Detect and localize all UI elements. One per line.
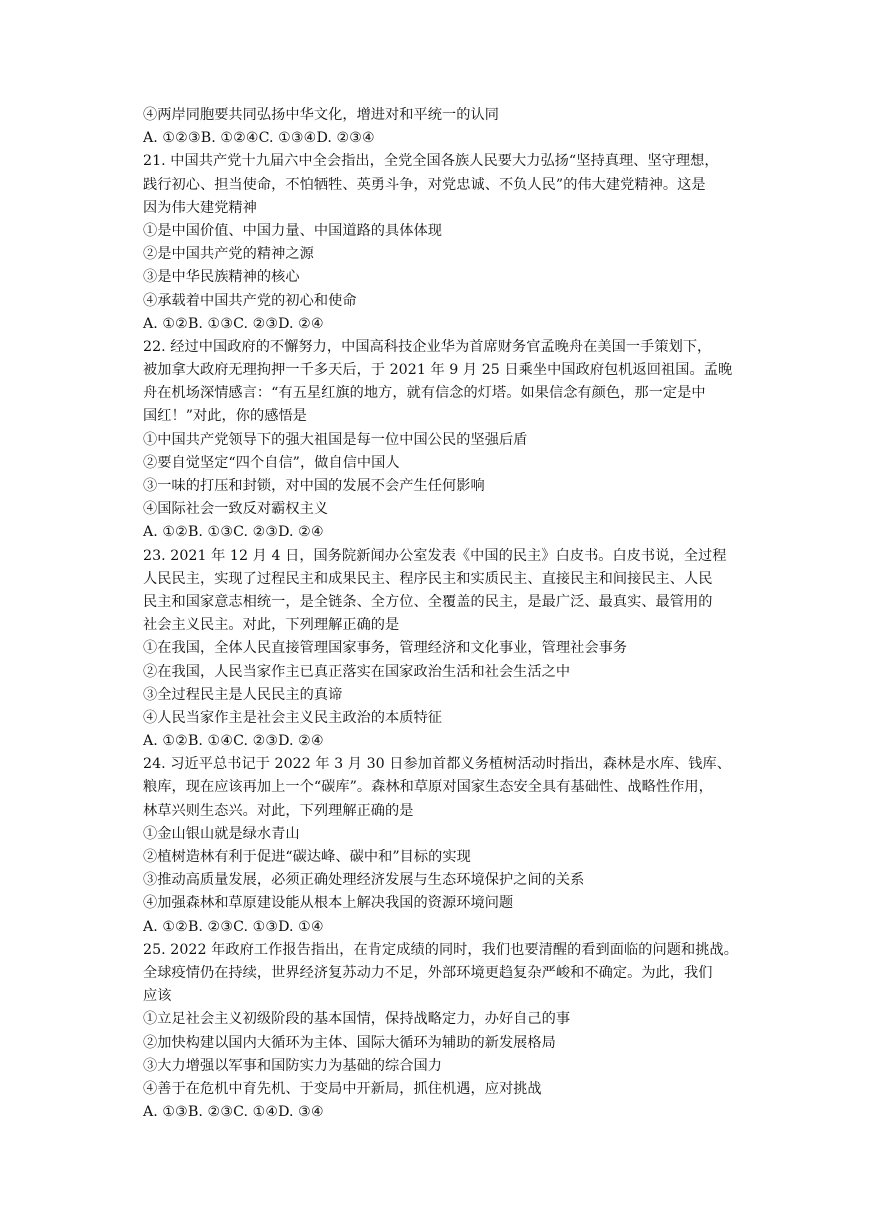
text-line: 粮库，现在应该再加上一个“碳库”。森林和草原对国家生态安全具有基础性、战略性作用， bbox=[143, 779, 713, 796]
text-line: 国红！”对此，你的感悟是 bbox=[143, 408, 307, 425]
text-line: A. ①②B. ①③C. ②③D. ②④ bbox=[143, 315, 324, 332]
text-line: 人民民主，实现了过程民主和成果民主、程序民主和实质民主、直接民主和间接民主、人民 bbox=[143, 570, 713, 587]
text-line: ②在我国，人民当家作主已真正落实在国家政治生活和社会生活之中 bbox=[143, 663, 571, 680]
text-line: 应该 bbox=[143, 988, 172, 1005]
text-line: ②加快构建以国内大循环为主体、国际大循环为辅助的新发展格局 bbox=[143, 1034, 556, 1051]
text-line: ③是中华民族精神的核心 bbox=[143, 269, 300, 286]
text-line: 因为伟大建党精神 bbox=[143, 199, 257, 216]
text-line: 25. 2022 年政府工作报告指出，在肯定成绩的同时，我们也要清醒的看到面临的问题和挑战。 bbox=[143, 941, 738, 958]
text-line: 林草兴则生态兴。对此，下列理解正确的是 bbox=[143, 802, 414, 819]
text-line: A. ①②B. ①④C. ②③D. ②④ bbox=[143, 733, 324, 750]
text-line: ②要自觉坚定“四个自信”，做自信中国人 bbox=[143, 454, 400, 471]
text-line: 民主和国家意志相统一，是全链条、全方位、全覆盖的民主，是最广泛、最真实、最管用的 bbox=[143, 593, 713, 610]
text-line: ①在我国，全体人民直接管理国家事务，管理经济和文化事业，管理社会事务 bbox=[143, 640, 628, 657]
text-line: ①立足社会主义初级阶段的基本国情，保持战略定力，办好自己的事 bbox=[143, 1011, 571, 1028]
text-line: ④善于在危机中育先机、于变局中开新局，抓住机遇，应对挑战 bbox=[143, 1080, 542, 1097]
text-line: A. ①②B. ①③C. ②③D. ②④ bbox=[143, 524, 324, 541]
text-line: ④承载着中国共产党的初心和使命 bbox=[143, 292, 357, 309]
document-page bbox=[143, 104, 753, 1124]
text-line: A. ①③B. ②③C. ①④D. ③④ bbox=[143, 1104, 324, 1121]
text-line: 践行初心、担当使命，不怕牺牲、英勇斗争，对党忠诚、不负人民”的伟大建党精神。这是 bbox=[143, 176, 706, 193]
text-line: ③推动高质量发展，必须正确处理经济发展与生态环境保护之间的关系 bbox=[143, 872, 585, 889]
text-line: 社会主义民主。对此，下列理解正确的是 bbox=[143, 617, 400, 634]
text-line: 被加拿大政府无理拘押一千多天后，于 2021 年 9 月 25 日乘坐中国政府包机返回祖国。孟晚 bbox=[143, 362, 733, 379]
text-line: 23. 2021 年 12 月 4 日，国务院新闻办公室发表《中国的民主》白皮书。白皮书说，全过程 bbox=[143, 547, 727, 564]
text-line: 21. 中国共产党十九届六中全会指出，全党全国各族人民要大力弘扬“坚持真理、坚守理想， bbox=[143, 153, 719, 170]
text-line: 全球疫情仍在持续，世界经济复苏动力不足，外部环境更趋复杂严峻和不确定。为此，我们 bbox=[143, 964, 713, 981]
text-line: ③大力增强以军事和国防实力为基础的综合国力 bbox=[143, 1057, 442, 1074]
text-line: ④人民当家作主是社会主义民主政治的本质特征 bbox=[143, 709, 442, 726]
text-line: ④加强森林和草原建设能从根本上解决我国的资源环境问题 bbox=[143, 895, 514, 912]
text-line: ④两岸同胞要共同弘扬中华文化，增进对和平统一的认同 bbox=[143, 107, 499, 123]
text-line: ④国际社会一致反对霸权主义 bbox=[143, 501, 329, 518]
text-line: ③一味的打压和封锁，对中国的发展不会产生任何影响 bbox=[143, 478, 485, 494]
text-line: ③全过程民主是人民民主的真谛 bbox=[143, 686, 343, 703]
text-line: 舟在机场深情感言：“有五星红旗的地方，就有信念的灯塔。如果信念有颜色，那一定是中 bbox=[143, 385, 706, 402]
text-line: ②植树造林有利于促进“碳达峰、碳中和”目标的实现 bbox=[143, 849, 471, 865]
text-line: ①是中国价值、中国力量、中国道路的具体体现 bbox=[143, 222, 442, 239]
text-line: 24. 习近平总书记于 2022 年 3 月 30 日参加首都义务植树活动时指出，森林是水库、钱库、 bbox=[143, 756, 732, 773]
text-line: 22. 经过中国政府的不懈努力，中国高科技企业华为首席财务官孟晚舟在美国一手策划下， bbox=[143, 338, 712, 355]
text-line: ②是中国共产党的精神之源 bbox=[143, 246, 314, 263]
text-line: ①金山银山就是绿水青山 bbox=[143, 825, 300, 842]
text-line: ①中国共产党领导下的强大祖国是每一位中国公民的坚强后盾 bbox=[143, 431, 528, 448]
text-line: A. ①②B. ②③C. ①③D. ①④ bbox=[143, 918, 324, 935]
text-line: A. ①②③B. ①②④C. ①③④D. ②③④ bbox=[143, 130, 375, 147]
